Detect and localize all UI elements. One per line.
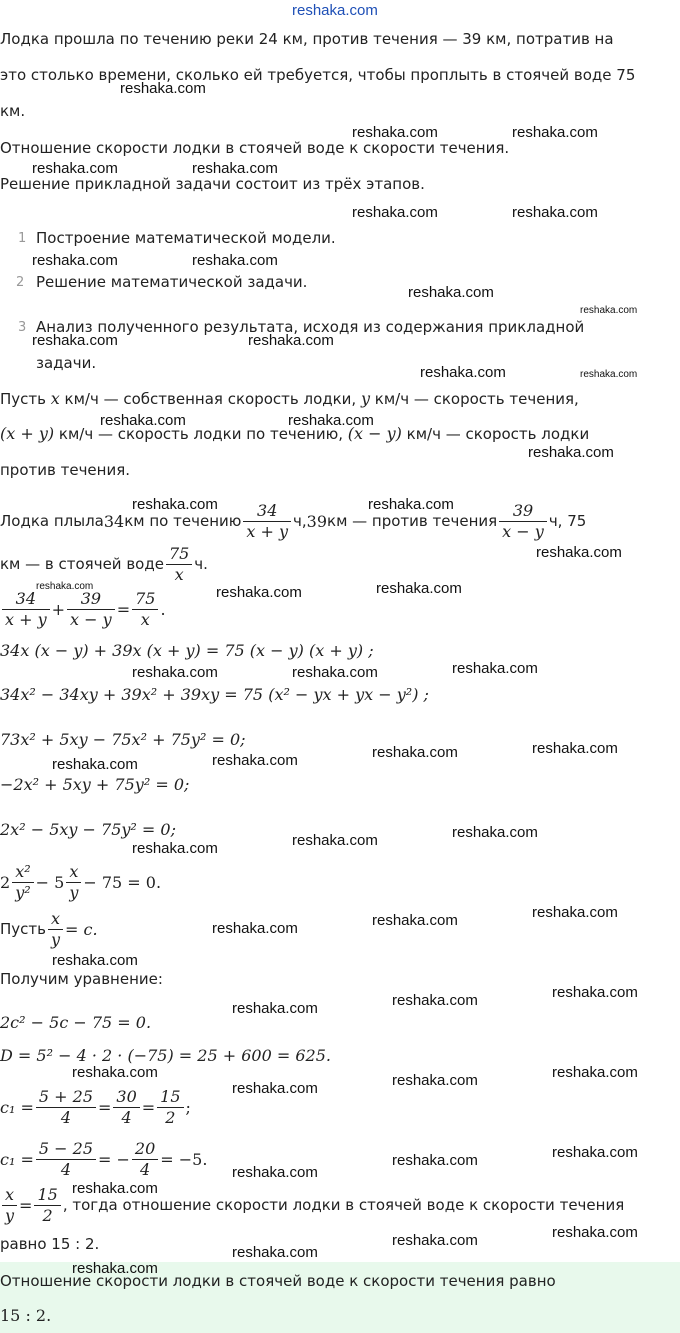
watermark[interactable]: reshaka.com — [372, 744, 458, 761]
setup-line-3: против течения. — [0, 461, 131, 479]
equation: 34x² − 34xy + 39x² + 39xy = 75 (x² − yx + yx − y²) ; — [0, 685, 429, 704]
watermark[interactable]: reshaka.com — [248, 332, 334, 349]
step-number: 1 — [18, 231, 27, 246]
watermark[interactable]: reshaka.com — [292, 832, 378, 849]
times-line-2: км — в стоячей воде $\frac{75}{x}$ ч. — [0, 543, 208, 584]
step-number: 3 — [18, 320, 27, 335]
fraction: $\frac{34}{x + y}$ — [243, 501, 291, 542]
watermark[interactable]: reshaka.com — [512, 124, 598, 141]
fraction: $\frac{39}{x - y}$ — [499, 501, 547, 542]
quadratic-equation: 2c² − 5c − 75 = 0. — [0, 1013, 152, 1032]
watermark[interactable]: reshaka.com — [120, 80, 206, 97]
problem-line-3: км. — [0, 102, 26, 120]
watermark[interactable]: reshaka.com — [408, 284, 494, 301]
watermark[interactable]: reshaka.com — [212, 752, 298, 769]
watermark[interactable]: reshaka.com — [532, 740, 618, 757]
watermark[interactable]: reshaka.com — [52, 952, 138, 969]
watermark[interactable]: reshaka.com — [292, 664, 378, 681]
answer-line-2: 15 : 2. — [0, 1306, 52, 1325]
watermark[interactable]: reshaka.com — [132, 664, 218, 681]
fraction: $\frac{x}{y}$ — [48, 909, 63, 950]
watermark[interactable]: reshaka.com — [72, 1180, 158, 1197]
watermark[interactable]: reshaka.com — [32, 332, 118, 349]
watermark[interactable]: reshaka.com — [552, 1064, 638, 1081]
fraction: $\frac{39}{x - y}$ — [67, 589, 115, 630]
watermark[interactable]: reshaka.com — [232, 1244, 318, 1261]
fraction: $\frac{5 - 25}{4}$ — [36, 1139, 96, 1180]
watermark[interactable]: reshaka.com — [552, 984, 638, 1001]
site-watermark[interactable]: reshaka.com — [292, 2, 378, 19]
watermark[interactable]: reshaka.com — [232, 1000, 318, 1017]
step-text-continued: задачи. — [36, 354, 97, 372]
watermark[interactable]: reshaka.com — [32, 252, 118, 269]
watermark[interactable]: reshaka.com — [420, 364, 506, 381]
fraction: $\frac{30}{4}$ — [113, 1087, 139, 1128]
root-1: c₁ = $\frac{5 + 25}{4}$ = $\frac{30}{4}$ = $\frac{15}{2}$ ; — [0, 1086, 191, 1127]
equation-divided: 2 $\frac{\text{x²}}{\text{y²}}$ − 5 $\frac{x}{y}$ − 75 = 0. — [0, 861, 162, 902]
watermark[interactable]: reshaka.com — [372, 912, 458, 929]
fraction: $\frac{34}{x + y}$ — [2, 589, 50, 630]
result-line: $\frac{x}{y}$ = $\frac{15}{2}$ , тогда отношение скорости лодки в стоячей воде к скорости течения — [0, 1180, 624, 1230]
fraction: $\frac{15}{2}$ — [157, 1087, 183, 1128]
fraction: $\frac{\text{x²}}{\text{y²}}$ — [12, 862, 33, 903]
watermark[interactable]: reshaka.com — [216, 584, 302, 601]
get-equation-label: Получим уравнение: — [0, 970, 163, 988]
problem-line-2: это столько времени, сколько ей требуется, чтобы проплыть в стоячей воде 75 — [0, 66, 636, 84]
equation: −2x² + 5xy + 75y² = 0; — [0, 775, 190, 794]
step-text: Построение математической модели. — [36, 229, 336, 247]
watermark[interactable]: reshaka.com — [452, 824, 538, 841]
watermark[interactable]: reshaka.com — [368, 496, 454, 513]
watermark[interactable]: reshaka.com — [392, 1152, 478, 1169]
fraction: $\frac{x}{y}$ — [2, 1185, 17, 1226]
solution-intro: Решение прикладной задачи состоит из трёх этапов. — [0, 175, 425, 193]
watermark[interactable]: reshaka.com — [36, 581, 94, 592]
equation: 2x² − 5xy − 75y² = 0; — [0, 820, 176, 839]
watermark[interactable]: reshaka.com — [72, 1064, 158, 1081]
watermark[interactable]: reshaka.com — [532, 904, 618, 921]
watermark[interactable]: reshaka.com — [288, 412, 374, 429]
watermark[interactable]: reshaka.com — [352, 204, 438, 221]
problem-question: Отношение скорости лодки в стоячей воде к скорости течения. — [0, 139, 510, 157]
watermark[interactable]: reshaka.com — [32, 160, 118, 177]
watermark[interactable]: reshaka.com — [552, 1144, 638, 1161]
watermark[interactable]: reshaka.com — [452, 660, 538, 677]
watermark[interactable]: reshaka.com — [52, 756, 138, 773]
watermark[interactable]: reshaka.com — [192, 160, 278, 177]
fraction: $\frac{x}{y}$ — [66, 862, 81, 903]
step-number: 2 — [16, 275, 25, 290]
watermark[interactable]: reshaka.com — [100, 412, 186, 429]
discriminant: D = 5² − 4 · 2 · (−75) = 25 + 600 = 625. — [0, 1046, 331, 1065]
root-2: c₁ = $\frac{5 - 25}{4}$ = − $\frac{20}{4}$ = −5. — [0, 1138, 208, 1179]
watermark[interactable]: reshaka.com — [552, 1224, 638, 1241]
watermark[interactable]: reshaka.com — [392, 1232, 478, 1249]
watermark[interactable]: reshaka.com — [72, 1260, 158, 1277]
result-line-2: равно 15 : 2. — [0, 1235, 100, 1253]
watermark[interactable]: reshaka.com — [232, 1164, 318, 1181]
setup-line-2: (x + y) км/ч — скорость лодки по течению, (x − y) км/ч — скорость лодки — [0, 424, 590, 443]
watermark[interactable]: reshaka.com — [580, 369, 638, 380]
substitution-line: Пусть $\frac{x}{y}$ = c. — [0, 908, 98, 949]
step-text: Анализ полученного результата, исходя из содержания прикладной — [36, 318, 585, 336]
watermark[interactable]: reshaka.com — [232, 1080, 318, 1097]
watermark[interactable]: reshaka.com — [192, 252, 278, 269]
watermark[interactable]: reshaka.com — [352, 124, 438, 141]
watermark[interactable]: reshaka.com — [528, 444, 614, 461]
fraction: $\frac{75}{x}$ — [132, 589, 158, 630]
watermark[interactable]: reshaka.com — [212, 920, 298, 937]
fraction: $\frac{20}{4}$ — [132, 1139, 158, 1180]
equation: 73x² + 5xy − 75x² + 75y² = 0; — [0, 730, 246, 749]
times-line-1: Лодка плыла 34 км по течению $\frac{34}{x + y}$ ч, 39 км — против течения $\frac{39}{x - y}$ ч, 75 — [0, 500, 587, 541]
watermark[interactable]: reshaka.com — [512, 204, 598, 221]
watermark[interactable]: reshaka.com — [376, 580, 462, 597]
watermark[interactable]: reshaka.com — [392, 992, 478, 1009]
answer-line-1: Отношение скорости лодки в стоячей воде к скорости течения равно — [0, 1272, 556, 1290]
watermark[interactable]: reshaka.com — [132, 496, 218, 513]
watermark[interactable]: reshaka.com — [132, 840, 218, 857]
setup-line-1: Пусть x км/ч — собственная скорость лодки, y км/ч — скорость течения, — [0, 389, 579, 408]
step-text: Решение математической задачи. — [36, 273, 308, 291]
equation-fractions: $\frac{34}{x + y}$ + $\frac{39}{x - y}$ = $\frac{75}{x}$ . — [0, 585, 166, 633]
equation: 34x (x − y) + 39x (x + y) = 75 (x − y) (x + y) ; — [0, 641, 374, 660]
fraction: $\frac{5 + 25}{4}$ — [36, 1087, 96, 1128]
watermark[interactable]: reshaka.com — [392, 1072, 478, 1089]
fraction: $\frac{75}{x}$ — [166, 544, 192, 585]
watermark[interactable]: reshaka.com — [536, 544, 622, 561]
problem-line-1: Лодка прошла по течению реки 24 км, против течения — 39 км, потратив на — [0, 30, 614, 48]
watermark[interactable]: reshaka.com — [580, 305, 638, 316]
fraction: $\frac{15}{2}$ — [34, 1185, 60, 1226]
